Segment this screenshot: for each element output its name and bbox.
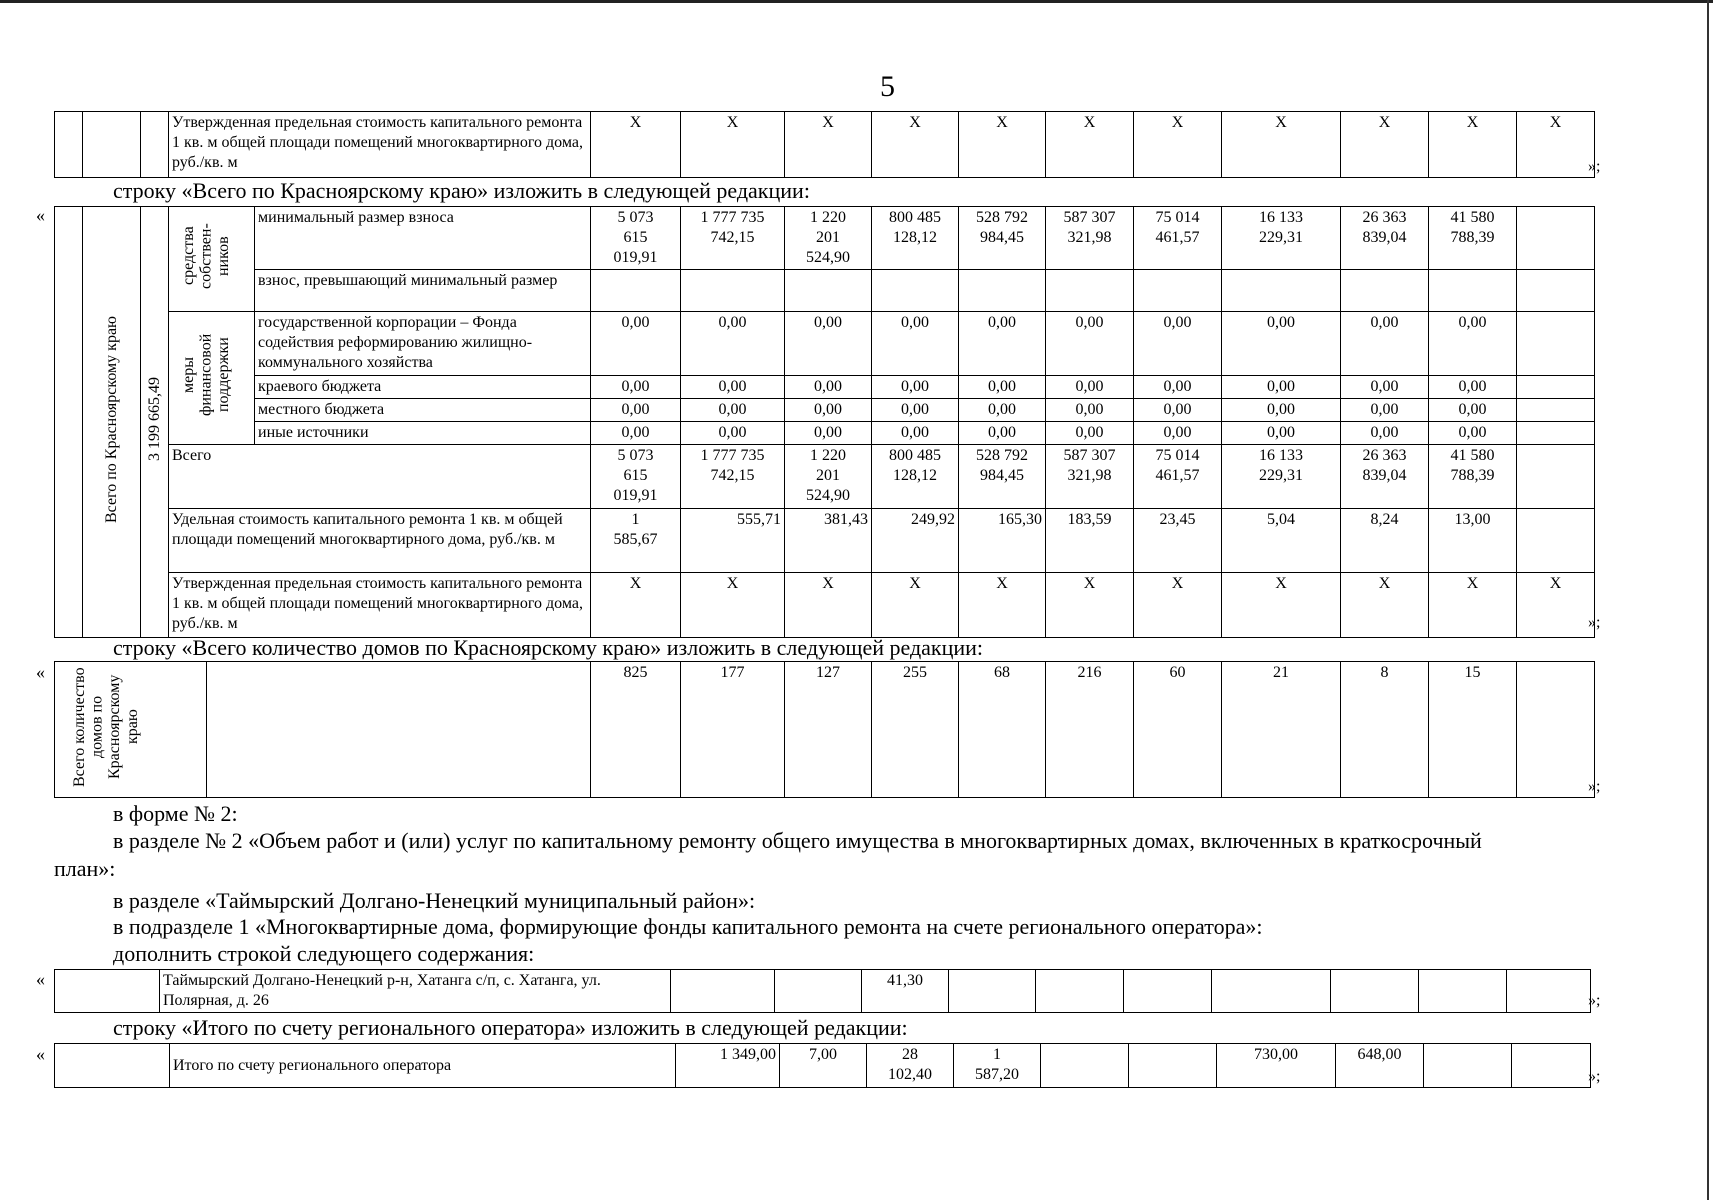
value-cell: Х xyxy=(872,112,959,178)
row-label: Удельная стоимость капитального ремонта 1 кв. м общей площади помещений многоквартирного дома, руб./кв. м xyxy=(169,509,591,573)
value-cell: 0,00 xyxy=(1222,312,1341,376)
value-cell: 60 xyxy=(1134,662,1222,798)
value-cell: 0,00 xyxy=(681,399,785,422)
empty-cell xyxy=(207,662,591,798)
value-cell xyxy=(1517,207,1595,270)
value-cell: 16 133 229,31 xyxy=(1222,207,1341,270)
value-cell: 0,00 xyxy=(1134,399,1222,422)
value-cell xyxy=(1507,970,1591,1013)
value-cell: 0,00 xyxy=(591,376,681,399)
value-cell: 0,00 xyxy=(1046,422,1134,445)
value-cell: 0,00 xyxy=(1046,312,1134,376)
group-owners-funds: средства собствен-ников xyxy=(179,223,232,289)
value-cell: Х xyxy=(959,112,1046,178)
group-financial-support: меры финансовой поддержки xyxy=(179,333,232,417)
value-cell: 0,00 xyxy=(785,422,872,445)
house-address: Таймырский Долгано-Ненецкий р-н, Хатанга с/п, с. Хатанга, ул. Полярная, д. 26 xyxy=(160,970,671,1013)
row-label: Утвержденная предельная стоимость капитального ремонта 1 кв. м общей площади помещений многоквартирного дома, руб./кв. м xyxy=(169,573,591,638)
value-cell xyxy=(1512,1044,1591,1088)
value-cell: 587 307 321,98 xyxy=(1046,445,1134,509)
value-cell xyxy=(1517,376,1595,399)
value-cell xyxy=(1517,270,1595,312)
value-cell: 15 xyxy=(1429,662,1517,798)
opening-quote: « xyxy=(36,662,45,682)
table-krasnoyarsk-total xyxy=(54,206,1595,638)
value-cell xyxy=(1424,1044,1512,1088)
value-cell xyxy=(949,970,1036,1013)
row-label: минимальный размер взноса xyxy=(255,207,591,270)
value-cell: 587 307 321,98 xyxy=(1046,207,1134,270)
value-cell: 41,30 xyxy=(862,970,949,1013)
total-area: 3 199 665,49 xyxy=(145,377,163,461)
empty-cell xyxy=(55,970,160,1013)
paragraph-section-cont: план»: xyxy=(54,856,116,881)
value-cell: 183,59 xyxy=(1046,509,1134,573)
group-cell xyxy=(169,207,255,312)
value-cell xyxy=(1129,1044,1217,1088)
value-cell xyxy=(681,270,785,312)
value-cell: 0,00 xyxy=(681,422,785,445)
value-cell: 5 073 615 019,91 xyxy=(591,445,681,509)
value-cell: 1 220 201 524,90 xyxy=(785,445,872,509)
value-cell: 800 485 128,12 xyxy=(872,207,959,270)
value-cell: 381,43 xyxy=(785,509,872,573)
value-cell: 1 585,67 xyxy=(591,509,681,573)
opening-quote: « xyxy=(36,969,45,989)
value-cell: Х xyxy=(872,573,959,638)
value-cell: 0,00 xyxy=(872,422,959,445)
value-cell: 0,00 xyxy=(681,376,785,399)
value-cell: 23,45 xyxy=(1134,509,1222,573)
value-cell: Х xyxy=(1429,573,1517,638)
value-cell: 0,00 xyxy=(959,376,1046,399)
closing-quote: »; xyxy=(1588,158,1601,175)
value-cell: 0,00 xyxy=(1341,399,1429,422)
value-cell xyxy=(671,970,775,1013)
value-cell: 0,00 xyxy=(1341,422,1429,445)
value-cell xyxy=(1341,270,1429,312)
empty-cell xyxy=(83,112,141,178)
value-cell: 0,00 xyxy=(785,376,872,399)
paragraph-instruction: строку «Всего количество домов по Красноярскому краю» изложить в следующей редакции: xyxy=(113,635,984,660)
table-limit-cost-row xyxy=(54,111,1595,178)
value-cell xyxy=(1419,970,1507,1013)
value-cell: 0,00 xyxy=(959,422,1046,445)
value-cell xyxy=(872,270,959,312)
value-cell: Х xyxy=(1134,112,1222,178)
row-label: краевого бюджета xyxy=(255,376,591,399)
value-cell: 0,00 xyxy=(591,422,681,445)
value-cell: Х xyxy=(681,573,785,638)
row-label: иные источники xyxy=(255,422,591,445)
value-cell: 249,92 xyxy=(872,509,959,573)
closing-quote: »; xyxy=(1588,614,1601,631)
value-cell: 41 580 788,39 xyxy=(1429,445,1517,509)
value-cell: Х xyxy=(959,573,1046,638)
value-cell: 7,00 xyxy=(780,1044,867,1088)
row-label: Итого по счету регионального оператора xyxy=(170,1044,676,1088)
empty-cell xyxy=(55,207,83,638)
closing-quote: »; xyxy=(1588,992,1601,1009)
value-cell: 0,00 xyxy=(1341,376,1429,399)
value-cell: 13,00 xyxy=(1429,509,1517,573)
value-cell: 1 777 735 742,15 xyxy=(681,207,785,270)
value-cell: 26 363 839,04 xyxy=(1341,207,1429,270)
value-cell: 127 xyxy=(785,662,872,798)
value-cell xyxy=(1212,970,1331,1013)
value-cell: 8 xyxy=(1341,662,1429,798)
region-name-cell xyxy=(83,207,141,638)
value-cell: Х xyxy=(1429,112,1517,178)
value-cell xyxy=(1517,399,1595,422)
value-cell: Х xyxy=(1046,573,1134,638)
row-label: Всего количество домов по Красноярскому краю xyxy=(70,666,141,787)
value-cell xyxy=(1041,1044,1129,1088)
value-cell: 825 xyxy=(591,662,681,798)
value-cell: 8,24 xyxy=(1341,509,1429,573)
value-cell: Х xyxy=(1517,573,1595,638)
value-cell: 5 073 615 019,91 xyxy=(591,207,681,270)
value-cell: 0,00 xyxy=(785,312,872,376)
row-label: местного бюджета xyxy=(255,399,591,422)
value-cell: 165,30 xyxy=(959,509,1046,573)
value-cell: Х xyxy=(681,112,785,178)
value-cell: 0,00 xyxy=(872,399,959,422)
scan-border-top xyxy=(0,0,1713,3)
value-cell xyxy=(1124,970,1212,1013)
table-regional-operator-total xyxy=(54,1043,1591,1088)
value-cell: 0,00 xyxy=(1134,376,1222,399)
value-cell: 0,00 xyxy=(1222,376,1341,399)
value-cell xyxy=(1517,445,1595,509)
paragraph-section: в разделе № 2 «Объем работ и (или) услуг по капитальному ремонту общего имущества в многоквартирных домах, включенных в краткосрочный xyxy=(113,828,1482,853)
value-cell: Х xyxy=(785,573,872,638)
value-cell: 0,00 xyxy=(872,312,959,376)
value-cell xyxy=(959,270,1046,312)
value-cell xyxy=(1134,270,1222,312)
value-cell: 0,00 xyxy=(681,312,785,376)
value-cell: 0,00 xyxy=(591,399,681,422)
value-cell: 26 363 839,04 xyxy=(1341,445,1429,509)
opening-quote: « xyxy=(36,1044,45,1064)
value-cell xyxy=(1429,270,1517,312)
value-cell: Х xyxy=(785,112,872,178)
value-cell xyxy=(1517,662,1595,798)
row-label: взнос, превышающий минимальный размер xyxy=(255,270,591,312)
empty-cell xyxy=(55,112,83,178)
row-label: Утвержденная предельная стоимость капитального ремонта 1 кв. м общей площади помещений многоквартирного дома, руб./кв. м xyxy=(169,112,591,178)
value-cell: 0,00 xyxy=(1046,376,1134,399)
page-number: 5 xyxy=(880,70,895,103)
empty-cell xyxy=(55,1044,170,1088)
value-cell: 648,00 xyxy=(1336,1044,1424,1088)
value-cell: 0,00 xyxy=(1134,422,1222,445)
row-label-cell xyxy=(55,662,207,798)
paragraph-instruction: дополнить строкой следующего содержания: xyxy=(113,941,535,966)
value-cell xyxy=(591,270,681,312)
value-cell: 0,00 xyxy=(1046,399,1134,422)
value-cell: 0,00 xyxy=(591,312,681,376)
value-cell: 75 014 461,57 xyxy=(1134,207,1222,270)
value-cell: 0,00 xyxy=(1429,422,1517,445)
value-cell: 800 485 128,12 xyxy=(872,445,959,509)
value-cell: 16 133 229,31 xyxy=(1222,445,1341,509)
value-cell: 0,00 xyxy=(1222,399,1341,422)
value-cell: 21 xyxy=(1222,662,1341,798)
value-cell xyxy=(1046,270,1134,312)
value-cell xyxy=(1222,270,1341,312)
value-cell xyxy=(785,270,872,312)
value-cell: 28 102,40 xyxy=(867,1044,954,1088)
value-cell: 5,04 xyxy=(1222,509,1341,573)
paragraph-district: в разделе «Таймырский Долгано-Ненецкий муниципальный район»: xyxy=(113,888,756,913)
value-cell: 730,00 xyxy=(1217,1044,1336,1088)
value-cell xyxy=(1517,422,1595,445)
value-cell: Х xyxy=(1341,573,1429,638)
value-cell xyxy=(1331,970,1419,1013)
value-cell: 0,00 xyxy=(1429,376,1517,399)
paragraph-subsection: в подразделе 1 «Многоквартирные дома, формирующие фонды капитального ремонта на счете регионального оператора»: xyxy=(113,914,1263,939)
value-cell: 0,00 xyxy=(1134,312,1222,376)
value-cell: 0,00 xyxy=(1429,312,1517,376)
value-cell xyxy=(1517,312,1595,376)
value-cell: Х xyxy=(1134,573,1222,638)
table-new-house-row xyxy=(54,969,1591,1013)
value-cell: 1 777 735 742,15 xyxy=(681,445,785,509)
paragraph-instruction: строку «Итого по счету регионального оператора» изложить в следующей редакции: xyxy=(113,1015,908,1040)
value-cell: 75 014 461,57 xyxy=(1134,445,1222,509)
value-cell: 528 792 984,45 xyxy=(959,445,1046,509)
value-cell: 0,00 xyxy=(1341,312,1429,376)
scan-border-right xyxy=(1707,0,1709,1200)
value-cell: 1 220 201 524,90 xyxy=(785,207,872,270)
value-cell: 216 xyxy=(1046,662,1134,798)
value-cell: 0,00 xyxy=(1222,422,1341,445)
value-cell: 41 580 788,39 xyxy=(1429,207,1517,270)
value-cell: 177 xyxy=(681,662,785,798)
closing-quote: »; xyxy=(1588,1068,1601,1085)
area-cell xyxy=(141,207,169,638)
value-cell: Х xyxy=(591,573,681,638)
value-cell xyxy=(1517,509,1595,573)
value-cell: Х xyxy=(1341,112,1429,178)
value-cell: 0,00 xyxy=(1429,399,1517,422)
row-label-total: Всего xyxy=(169,445,591,509)
value-cell: Х xyxy=(1222,112,1341,178)
value-cell: 528 792 984,45 xyxy=(959,207,1046,270)
value-cell: Х xyxy=(1046,112,1134,178)
closing-quote: »; xyxy=(1588,778,1601,795)
value-cell: 0,00 xyxy=(785,399,872,422)
value-cell: 255 xyxy=(872,662,959,798)
value-cell: Х xyxy=(1222,573,1341,638)
value-cell: 1 349,00 xyxy=(676,1044,780,1088)
value-cell: 1 587,20 xyxy=(954,1044,1041,1088)
group-cell xyxy=(169,312,255,445)
value-cell: Х xyxy=(1517,112,1595,178)
paragraph-form: в форме № 2: xyxy=(113,801,238,826)
value-cell: Х xyxy=(591,112,681,178)
row-label: государственной корпорации – Фонда содействия реформированию жилищно-коммунального хозяйства xyxy=(255,312,591,376)
value-cell xyxy=(775,970,862,1013)
opening-quote: « xyxy=(36,205,45,225)
value-cell: 555,71 xyxy=(681,509,785,573)
region-name: Всего по Красноярскому краю xyxy=(102,315,120,523)
table-houses-count xyxy=(54,661,1595,798)
value-cell: 68 xyxy=(959,662,1046,798)
paragraph-instruction: строку «Всего по Красноярскому краю» изложить в следующей редакции: xyxy=(113,178,810,203)
empty-cell xyxy=(141,112,169,178)
value-cell xyxy=(1036,970,1124,1013)
value-cell: 0,00 xyxy=(872,376,959,399)
value-cell: 0,00 xyxy=(959,399,1046,422)
value-cell: 0,00 xyxy=(959,312,1046,376)
